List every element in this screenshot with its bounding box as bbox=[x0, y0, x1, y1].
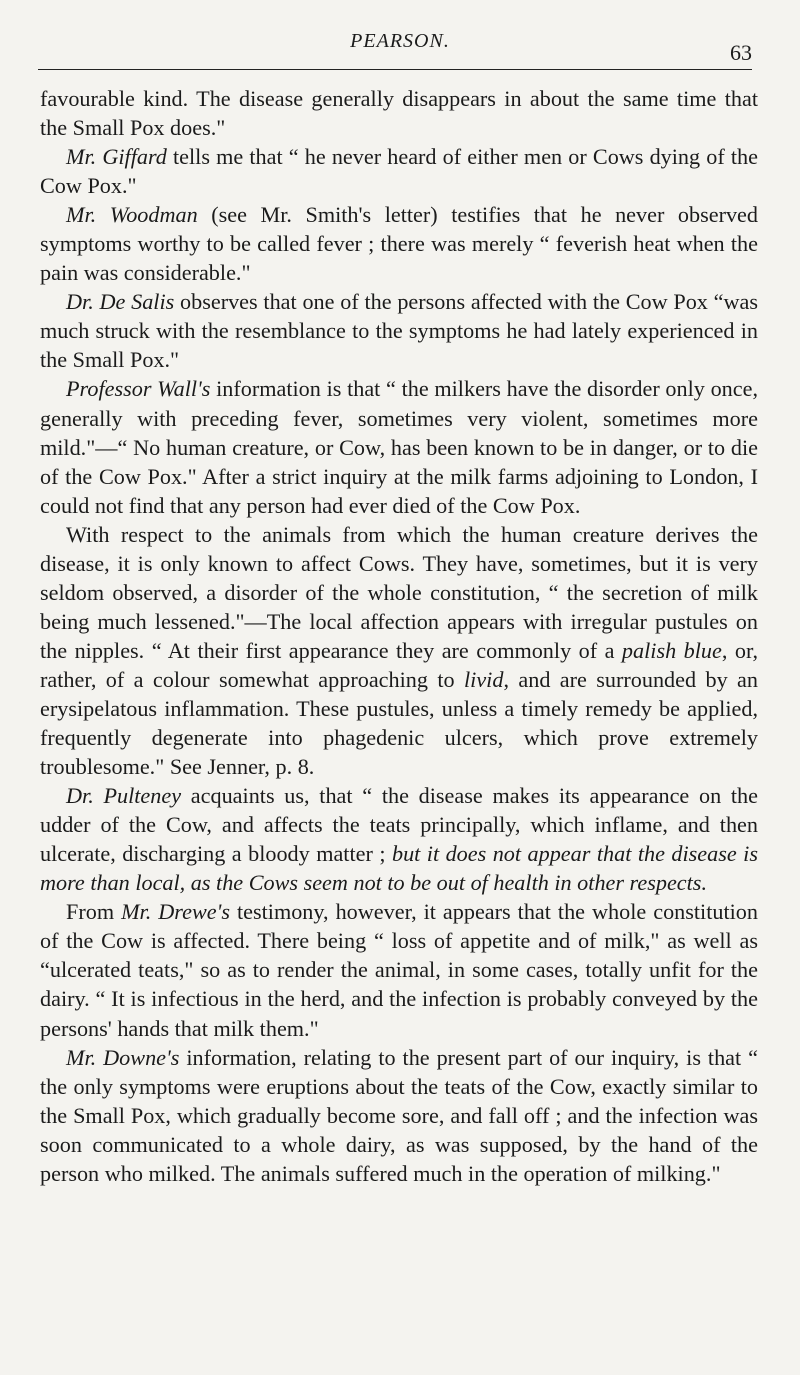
text-run: tells me that “ he never heard of either men or Cows dying of the Cow Pox." bbox=[40, 144, 758, 199]
paragraph bbox=[40, 200, 758, 287]
text-run: (see Mr. Smith's letter) testifies that he never observed symptoms worthy to be called fever ; there was merely “ feverish heat when the pain was considerable." bbox=[40, 202, 759, 286]
paragraph bbox=[40, 781, 758, 897]
text-run: information is that “ the milkers have the disorder only once, generally with preceding fever, sometimes very violent, sometimes more mild."—“ No human creature, or Cow, has been known to be in danger, or to die of the Cow Pox." After a strict inquiry at the milk farms adjoining to London, I could not find that any person had ever died of the Cow Pox. bbox=[40, 376, 758, 518]
text-run: , and are surrounded by an erysipelatous inflammation. These pustules, unless a timely remedy be applied, frequently degenerate into phagedenic ulcers, which prove extremely troublesome." See Jenner, p. 8. bbox=[40, 666, 758, 780]
paragraph bbox=[40, 142, 758, 200]
running-title: PEARSON. bbox=[350, 30, 450, 52]
header-rule bbox=[38, 69, 752, 70]
person-name: Professor Wall's bbox=[66, 376, 211, 402]
person-name: Mr. Woodman bbox=[66, 202, 198, 228]
emphasis: livid bbox=[464, 666, 504, 692]
text-run: From bbox=[66, 899, 122, 925]
text-run: observes that one of the persons affected with the Cow Pox “was much struck with the resemblance to the symptoms he had lately experienced in the Small Pox." bbox=[40, 289, 758, 373]
person-name: Mr. Giffard bbox=[66, 144, 167, 170]
text-run: acquaints us, that “ the disease makes its appearance on the udder of the Cow, and affects the teats principally, which inflame, and then ulcerate, discharging a bloody matter ; bbox=[40, 783, 758, 867]
emphasis: but it does not appear that the disease is more than local, as the Cows seem not to be out of health in other respects. bbox=[40, 841, 758, 896]
paragraph bbox=[40, 287, 758, 374]
emphasis: palish blue bbox=[621, 637, 722, 663]
person-name: Dr. De Salis bbox=[66, 289, 175, 315]
text-run: With respect to the animals from which the human creature derives the disease, it is only known to affect Cows. They have, sometimes, but it is very seldom observed, a disorder of the whole constitution, “ the secretion of milk being much lessened."—The local affection appears with irregular pustules on the nipples. “ At their first appearance they are commonly of a bbox=[40, 521, 758, 663]
paragraph bbox=[40, 374, 758, 519]
paragraph bbox=[40, 1043, 758, 1188]
paragraph bbox=[40, 897, 758, 1042]
person-name: Mr. Drewe's bbox=[121, 899, 230, 925]
paragraph bbox=[40, 84, 758, 142]
page-number: 63 bbox=[730, 40, 752, 65]
paragraph bbox=[40, 520, 758, 781]
person-name: Mr. Downe's bbox=[66, 1044, 180, 1070]
text-run: information, relating to the present part of our inquiry, is that “ the only symptoms were eruptions about the teats of the Cow, exactly similar to the Small Pox, which gradually become sore, and fall off ; and the infection was soon communicated to a whole dairy, as was supposed, by the hand of the person who milked. The animals suffered much in the operation of milking." bbox=[40, 1044, 758, 1186]
person-name: Dr. Pulteney bbox=[66, 783, 182, 809]
body-text bbox=[40, 84, 758, 1188]
text-run: , or, rather, of a colour somewhat approaching to bbox=[40, 637, 759, 692]
text-run: testimony, however, it appears that the whole constitution of the Cow is affected. There being “ loss of appetite and of milk," as well as “ulcerated teats," so as to render the animal, in some cases, totally unfit for the dairy. “ It is infectious in the herd, and the infection is probably conveyed by the persons' hands that milk them." bbox=[40, 899, 758, 1041]
text-run: favourable kind. The disease generally disappears in about the same time that the Small Pox does." bbox=[40, 86, 758, 141]
